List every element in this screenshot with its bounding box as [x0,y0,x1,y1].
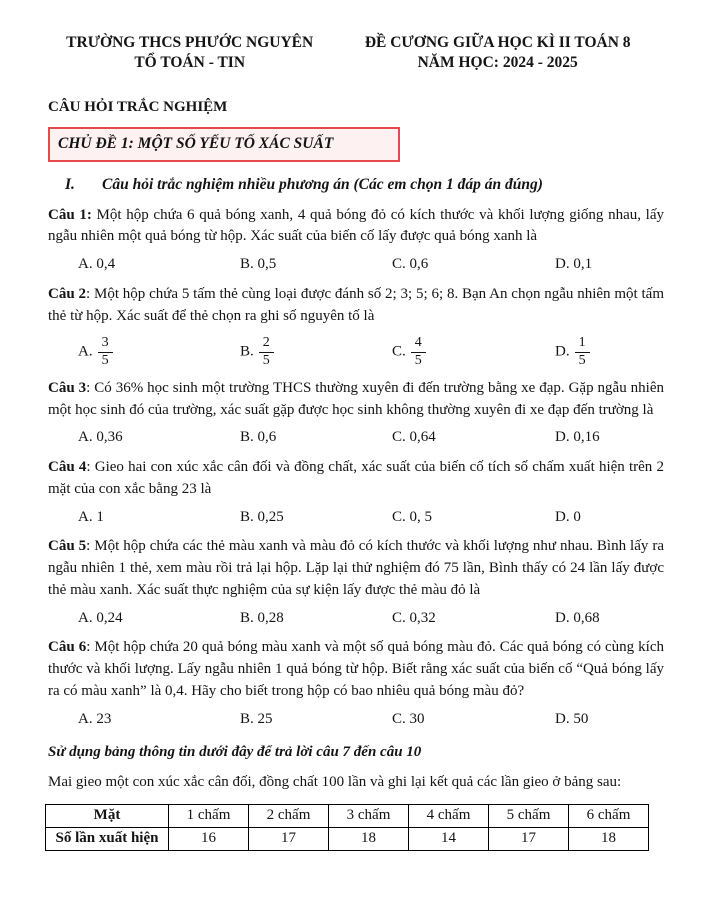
question-5-options [48,608,664,630]
option-b [240,608,392,630]
question-5-text [48,536,664,601]
option-value: 1 [96,508,104,525]
option-value: 0 [573,508,581,525]
question-3-label: Câu 3 [48,379,87,396]
option-value: 0,28 [257,609,284,626]
table-header-row [46,804,649,827]
col-header-1: 1 chấm [169,804,249,827]
option-c [392,335,555,370]
col-header-6: 6 chấm [569,804,649,827]
question-1-label: Câu 1: [48,206,92,223]
fraction-numerator: 3 [98,335,113,353]
fraction [98,335,113,370]
value-1: 16 [169,827,249,850]
option-b [240,335,392,370]
option-key: D. [555,710,570,727]
question-6-text [48,637,664,702]
value-6: 18 [569,827,649,850]
option-value: 0,6 [409,256,429,273]
option-value: 0,5 [257,256,277,273]
option-c [392,427,555,449]
exam-title: ĐỀ CƯƠNG GIỮA HỌC KÌ II TOÁN 8 [364,34,631,51]
option-key: D. [555,429,570,446]
option-key: B. [240,508,254,525]
option-c [392,254,555,276]
option-d [555,335,664,370]
option-b [240,507,392,529]
option-value: 0,16 [573,429,600,446]
col-header-face: Mặt [46,804,169,827]
option-c [392,608,555,630]
option-d [555,254,664,276]
option-value: 0,24 [96,609,123,626]
question-4-body: : Gieo hai con xúc xắc cân đối và đồng chất, xác suất của biến cố tích số chấm xuất hiện trên 2 mặt của con xắc bằng 23 là [48,459,664,497]
row-label: Số lần xuất hiện [46,827,169,850]
option-value: 0,32 [409,609,436,626]
option-key: B. [240,609,254,626]
school-name: TRƯỜNG THCS PHƯỚC NGUYÊN [66,34,314,51]
option-a [78,427,240,449]
option-value: 0,36 [96,429,123,446]
question-6-options [48,709,664,731]
col-header-5: 5 chấm [489,804,569,827]
question-4-text [48,457,664,501]
option-key: B. [240,710,254,727]
option-b [240,427,392,449]
option-a [78,507,240,529]
option-d [555,427,664,449]
option-d [555,608,664,630]
fraction [575,335,590,370]
option-key: A. [78,344,93,361]
option-key: B. [240,429,254,446]
question-1-body: Một hộp chứa 6 quả bóng xanh, 4 quả bóng đỏ có kích thước và khối lượng giống nhau, lấy ngẫu nhiên một quả bóng từ hộp. Xác suất của biến cố lấy được quả bóng xanh là [48,206,665,245]
question-4-options [48,507,664,529]
option-key: A. [78,609,93,626]
topic-box [48,127,400,162]
option-key: A. [78,256,93,273]
question-1 [48,205,664,276]
option-c [392,507,555,529]
school-header [48,33,331,74]
option-value: 0,25 [257,508,284,525]
topic-box-label: CHỦ ĐỀ 1: MỘT SỐ YẾU TỐ XÁC SUẤT [58,134,334,152]
option-key: D. [555,344,570,361]
option-key: C. [392,710,406,727]
option-key: D. [555,609,570,626]
option-key: B. [240,256,254,273]
option-value: 25 [257,710,273,727]
value-5: 17 [489,827,569,850]
option-key: C. [392,508,406,525]
option-c [392,709,555,731]
question-2-body: : Một hộp chứa 5 tấm thẻ cùng loại được đánh số 2; 3; 5; 6; 8. Bạn An chọn ngẫu nhiên một tấm thẻ từ hộp. Xác suất để thẻ chọn ra ghi số nguyên tố là [48,285,664,324]
option-key: C. [392,256,406,273]
fraction-denominator: 5 [414,353,422,369]
option-d [555,709,664,731]
value-4: 14 [409,827,489,850]
option-value: 23 [96,710,112,727]
part-title: Câu hỏi trắc nghiệm nhiều phương án (Các em chọn 1 đáp án đúng) [102,176,543,194]
part-heading [48,174,664,196]
exam-title-header [331,33,664,74]
option-value: 0, 5 [409,508,433,525]
fraction-denominator: 5 [578,353,586,369]
value-3: 18 [329,827,409,850]
question-6 [48,637,664,730]
table-intro: Mai gieo một con xúc xắc cân đối, đồng chất 100 lần và ghi lại kết quả các lần gieo ở bảng sau: [48,774,622,791]
col-header-4: 4 chấm [409,804,489,827]
question-2 [48,284,664,370]
question-3-body: : Có 36% học sinh một trường THCS thường xuyên đi đến trường bằng xe đạp. Gặp ngẫu nhiên một học sinh đó của trường, xác suất gặp được học sinh không thường xuyên đi xe đạp đến trường là [48,379,664,418]
option-value: 50 [573,710,589,727]
question-2-text [48,284,664,328]
option-key: D. [555,508,570,525]
option-key: C. [392,429,406,446]
fraction-numerator: 2 [259,335,274,353]
question-5-body: : Một hộp chứa các thẻ màu xanh và màu đỏ có kích thước và khối lượng như nhau. Bình lấy ra ngẫu nhiên 1 thẻ, xem màu rồi trả lại hộp. Lặp lại thử nghiệm đó 75 lần, Bình thấy có 24 lần lấy được thẻ màu xanh. Xác suất thực nghiệm của sự kiện lấy được thẻ màu đỏ là [48,538,664,598]
option-key: D. [555,256,570,273]
option-value: 0,68 [573,609,600,626]
question-5 [48,536,664,629]
option-key: B. [240,344,254,361]
option-b [240,709,392,731]
question-2-options [48,335,664,370]
frequency-table [45,804,649,851]
option-a [78,709,240,731]
option-value: 0,6 [257,429,277,446]
question-3-text [48,378,664,422]
option-value: 0,64 [409,429,436,446]
option-key: A. [78,508,93,525]
option-key: A. [78,710,93,727]
option-b [240,254,392,276]
option-a [78,254,240,276]
fraction [259,335,274,370]
question-6-body: : Một hộp chứa 20 quả bóng màu xanh và một số quả bóng màu đỏ. Các quả bóng có cùng kích thước và khối lượng. Lấy ngẫu nhiên 1 quả bóng từ hộp. Biết rằng xác suất của biến cố “Quả bóng lấy ra có màu xanh” là 0,4. Hãy cho biết trong hộp có bao nhiêu quả bóng màu đỏ? [48,639,664,699]
option-key: C. [392,609,406,626]
question-4 [48,457,664,528]
fraction-numerator: 1 [575,335,590,353]
col-header-3: 3 chấm [329,804,409,827]
part-numeral: I. [65,176,75,194]
option-a [78,608,240,630]
option-a [78,335,240,370]
col-header-2: 2 chấm [249,804,329,827]
value-2: 17 [249,827,329,850]
department-name: TỔ TOÁN - TIN [134,54,246,72]
option-value: 0,4 [96,256,116,273]
question-2-label: Câu 2 [48,285,86,302]
school-year: NĂM HỌC: 2024 - 2025 [417,54,578,72]
option-key: C. [392,344,406,361]
fraction-numerator: 4 [411,335,426,353]
band-note: Sử dụng bảng thông tin dưới đây để trả lời câu 7 đến câu 10 [48,744,422,761]
question-1-text [48,205,664,249]
option-value: 0,1 [573,256,593,273]
question-1-options [48,254,664,276]
table-values-row [46,827,649,850]
option-value: 30 [409,710,425,727]
section-heading: CÂU HỎI TRẮC NGHIỆM [48,98,228,115]
fraction-denominator: 5 [101,353,109,369]
question-3 [48,378,664,449]
fraction [411,335,426,370]
question-6-label: Câu 6 [48,639,87,656]
fraction-denominator: 5 [262,353,270,369]
document-header [48,33,664,74]
question-4-label: Câu 4 [48,459,87,476]
option-d [555,507,664,529]
question-3-options [48,427,664,449]
question-5-label: Câu 5 [48,538,87,555]
option-key: A. [78,429,93,446]
